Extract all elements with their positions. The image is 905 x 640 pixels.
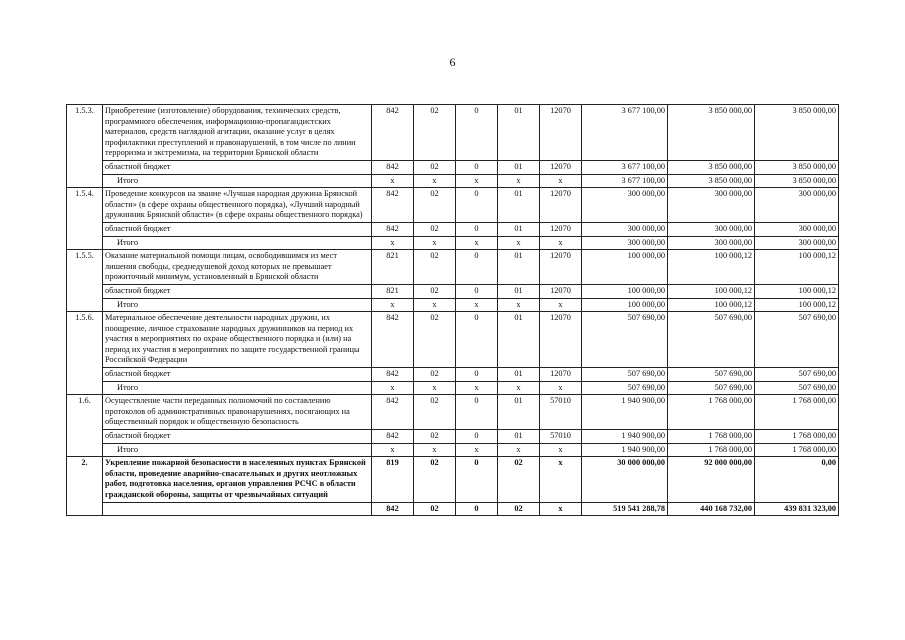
total-label: Итого [103, 298, 372, 312]
code-direction: 12070 [540, 105, 582, 161]
item-number: 2. [67, 457, 103, 516]
code-direction: 12070 [540, 188, 582, 223]
code-section: 02 [414, 188, 456, 223]
code-direction: 12070 [540, 368, 582, 382]
amount-year-1: 100 000,00 [582, 284, 668, 298]
table-row [67, 284, 839, 298]
item-number: 1.5.4. [67, 188, 103, 250]
budget-source-label: областной бюджет [103, 160, 372, 174]
amount-year-1: 30 000 000,00 [582, 457, 668, 502]
amount-year-2: 507 690,00 [668, 381, 755, 395]
amount-year-3: 100 000,12 [755, 298, 839, 312]
code-subprogram: 01 [498, 395, 540, 430]
amount-year-3: 1 768 000,00 [755, 395, 839, 430]
amount-year-3: 3 850 000,00 [755, 174, 839, 188]
code-section: 02 [414, 250, 456, 285]
table-row [67, 222, 839, 236]
code-section: х [414, 381, 456, 395]
code-section: 02 [414, 430, 456, 444]
code-grbs: 842 [372, 368, 414, 382]
code-section: х [414, 174, 456, 188]
table-row [67, 160, 839, 174]
code-subprogram: х [498, 381, 540, 395]
amount-year-3: 507 690,00 [755, 368, 839, 382]
code-grbs: 842 [372, 395, 414, 430]
code-program: 0 [456, 160, 498, 174]
amount-year-1: 1 940 900,00 [582, 395, 668, 430]
code-program: 0 [456, 188, 498, 223]
code-program: 0 [456, 502, 498, 516]
code-subprogram: 01 [498, 160, 540, 174]
code-section: 02 [414, 457, 456, 502]
total-label: Итого [103, 381, 372, 395]
amount-year-2: 3 850 000,00 [668, 160, 755, 174]
amount-year-2: 440 168 732,00 [668, 502, 755, 516]
code-direction: 57010 [540, 430, 582, 444]
code-subprogram: х [498, 443, 540, 457]
amount-year-1: 3 677 100,00 [582, 174, 668, 188]
code-subprogram: 01 [498, 222, 540, 236]
amount-year-1: 300 000,00 [582, 236, 668, 250]
code-direction: х [540, 298, 582, 312]
code-section: х [414, 443, 456, 457]
amount-year-1: 3 677 100,00 [582, 105, 668, 161]
amount-year-1: 100 000,00 [582, 250, 668, 285]
item-name [103, 502, 372, 516]
code-direction: х [540, 381, 582, 395]
amount-year-2: 1 768 000,00 [668, 395, 755, 430]
code-section: 02 [414, 312, 456, 368]
code-subprogram: 01 [498, 250, 540, 285]
amount-year-3: 439 831 323,00 [755, 502, 839, 516]
amount-year-1: 3 677 100,00 [582, 160, 668, 174]
code-grbs: 842 [372, 502, 414, 516]
table-row [67, 298, 839, 312]
amount-year-3: 3 850 000,00 [755, 160, 839, 174]
table-row [67, 395, 839, 430]
code-subprogram: 01 [498, 105, 540, 161]
code-program: х [456, 174, 498, 188]
code-subprogram: 01 [498, 312, 540, 368]
code-section: 02 [414, 284, 456, 298]
amount-year-3: 1 768 000,00 [755, 443, 839, 457]
table-row [67, 174, 839, 188]
item-number: 1.5.3. [67, 105, 103, 188]
code-program: 0 [456, 430, 498, 444]
budget-source-label: областной бюджет [103, 284, 372, 298]
code-grbs: х [372, 298, 414, 312]
amount-year-3: 507 690,00 [755, 312, 839, 368]
code-subprogram: 02 [498, 457, 540, 502]
code-direction: 12070 [540, 160, 582, 174]
amount-year-2: 3 850 000,00 [668, 105, 755, 161]
amount-year-3: 3 850 000,00 [755, 105, 839, 161]
item-number: 1.5.5. [67, 250, 103, 312]
code-program: 0 [456, 105, 498, 161]
code-program: х [456, 298, 498, 312]
code-subprogram: х [498, 174, 540, 188]
total-label: Итого [103, 236, 372, 250]
code-grbs: 819 [372, 457, 414, 502]
code-grbs: х [372, 236, 414, 250]
table-row [67, 250, 839, 285]
table-row [67, 312, 839, 368]
table-row [67, 502, 839, 516]
code-program: 0 [456, 312, 498, 368]
amount-year-1: 519 541 288,78 [582, 502, 668, 516]
code-direction: 57010 [540, 395, 582, 430]
code-direction: 12070 [540, 222, 582, 236]
code-grbs: 842 [372, 430, 414, 444]
amount-year-1: 507 690,00 [582, 381, 668, 395]
code-grbs: х [372, 443, 414, 457]
code-direction: х [540, 457, 582, 502]
amount-year-1: 300 000,00 [582, 188, 668, 223]
amount-year-3: 100 000,12 [755, 284, 839, 298]
item-name: Материальное обеспечение деятельности народных дружин, их поощрение, личное страхование народных дружинников на период их участия в мероприятиях по охране общественного порядка и (или) на период их участия в мероприятиях по защите государственной границы Российской Федерации [103, 312, 372, 368]
item-number: 1.5.6. [67, 312, 103, 395]
code-subprogram: 01 [498, 284, 540, 298]
code-program: х [456, 236, 498, 250]
total-label: Итого [103, 174, 372, 188]
code-section: 02 [414, 502, 456, 516]
code-grbs: 842 [372, 160, 414, 174]
code-section: 02 [414, 368, 456, 382]
code-section: 02 [414, 105, 456, 161]
code-subprogram: 01 [498, 188, 540, 223]
code-grbs: 821 [372, 250, 414, 285]
amount-year-3: 300 000,00 [755, 188, 839, 223]
code-program: х [456, 381, 498, 395]
item-name: Проведение конкурсов на звание «Лучшая народная дружина Брянской области» (в сфере охраны общественного порядка), «Лучший народный дружинник Брянской области» (в сфере охраны общественного порядка) [103, 188, 372, 223]
code-direction: 12070 [540, 312, 582, 368]
table-row [67, 105, 839, 161]
code-subprogram: х [498, 236, 540, 250]
item-name: Приобретение (изготовление) оборудования, технических средств, программного обеспечения, информационно-пропагандистских материалов, средств наглядной агитации, оказание услуг в целях профилактики преступлений и правонарушений, в том числе по линии терроризма и экстремизма, на территории Брянской области [103, 105, 372, 161]
amount-year-2: 100 000,12 [668, 250, 755, 285]
code-direction: х [540, 174, 582, 188]
item-number: 1.6. [67, 395, 103, 457]
code-program: 0 [456, 284, 498, 298]
code-section: 02 [414, 160, 456, 174]
table-row [67, 368, 839, 382]
amount-year-2: 100 000,12 [668, 298, 755, 312]
code-subprogram: 01 [498, 368, 540, 382]
code-direction: х [540, 443, 582, 457]
table-row [67, 188, 839, 223]
amount-year-2: 92 000 000,00 [668, 457, 755, 502]
code-subprogram: 02 [498, 502, 540, 516]
budget-table [66, 104, 839, 516]
code-section: х [414, 298, 456, 312]
table-row [67, 381, 839, 395]
code-section: 02 [414, 395, 456, 430]
amount-year-2: 507 690,00 [668, 312, 755, 368]
table-row [67, 236, 839, 250]
code-direction: х [540, 502, 582, 516]
amount-year-1: 507 690,00 [582, 312, 668, 368]
amount-year-2: 300 000,00 [668, 222, 755, 236]
amount-year-3: 1 768 000,00 [755, 430, 839, 444]
code-grbs: х [372, 174, 414, 188]
table-row [67, 430, 839, 444]
code-grbs: 842 [372, 222, 414, 236]
code-program: 0 [456, 368, 498, 382]
table-row [67, 443, 839, 457]
budget-source-label: областной бюджет [103, 368, 372, 382]
code-program: 0 [456, 457, 498, 502]
budget-source-label: областной бюджет [103, 222, 372, 236]
amount-year-2: 507 690,00 [668, 368, 755, 382]
code-subprogram: 01 [498, 430, 540, 444]
amount-year-3: 300 000,00 [755, 222, 839, 236]
page-number: 6 [449, 55, 456, 69]
amount-year-1: 1 940 900,00 [582, 430, 668, 444]
code-program: 0 [456, 222, 498, 236]
amount-year-1: 100 000,00 [582, 298, 668, 312]
code-grbs: 842 [372, 105, 414, 161]
budget-source-label: областной бюджет [103, 430, 372, 444]
code-section: 02 [414, 222, 456, 236]
code-program: х [456, 443, 498, 457]
amount-year-3: 507 690,00 [755, 381, 839, 395]
amount-year-2: 1 768 000,00 [668, 443, 755, 457]
amount-year-1: 507 690,00 [582, 368, 668, 382]
amount-year-2: 3 850 000,00 [668, 174, 755, 188]
amount-year-2: 100 000,12 [668, 284, 755, 298]
total-label: Итого [103, 443, 372, 457]
amount-year-2: 300 000,00 [668, 188, 755, 223]
code-section: х [414, 236, 456, 250]
amount-year-2: 1 768 000,00 [668, 430, 755, 444]
amount-year-3: 0,00 [755, 457, 839, 502]
code-grbs: 842 [372, 312, 414, 368]
code-direction: х [540, 236, 582, 250]
amount-year-1: 300 000,00 [582, 222, 668, 236]
item-name: Укрепление пожарной безопасности в населенных пунктах Брянской области, проведение аварийно-спасательных и других неотложных работ, подготовка населения, органов управления РСЧС в области гражданской обороны, защиты от чрезвычайных ситуаций [103, 457, 372, 502]
code-program: 0 [456, 250, 498, 285]
code-direction: 12070 [540, 284, 582, 298]
code-grbs: х [372, 381, 414, 395]
amount-year-1: 1 940 900,00 [582, 443, 668, 457]
code-program: 0 [456, 395, 498, 430]
amount-year-3: 300 000,00 [755, 236, 839, 250]
code-grbs: 821 [372, 284, 414, 298]
item-name: Осуществление части переданных полномочий по составлению протоколов об административных правонарушениях, посягающих на общественный порядок и общественную безопасность [103, 395, 372, 430]
amount-year-2: 300 000,00 [668, 236, 755, 250]
table-row [67, 457, 839, 502]
code-subprogram: х [498, 298, 540, 312]
amount-year-3: 100 000,12 [755, 250, 839, 285]
item-name: Оказание материальной помощи лицам, освободившимся из мест лишения свободы, среднедушевой доход которых не превышает прожиточный минимум, установленный в Брянской области [103, 250, 372, 285]
code-direction: 12070 [540, 250, 582, 285]
code-grbs: 842 [372, 188, 414, 223]
